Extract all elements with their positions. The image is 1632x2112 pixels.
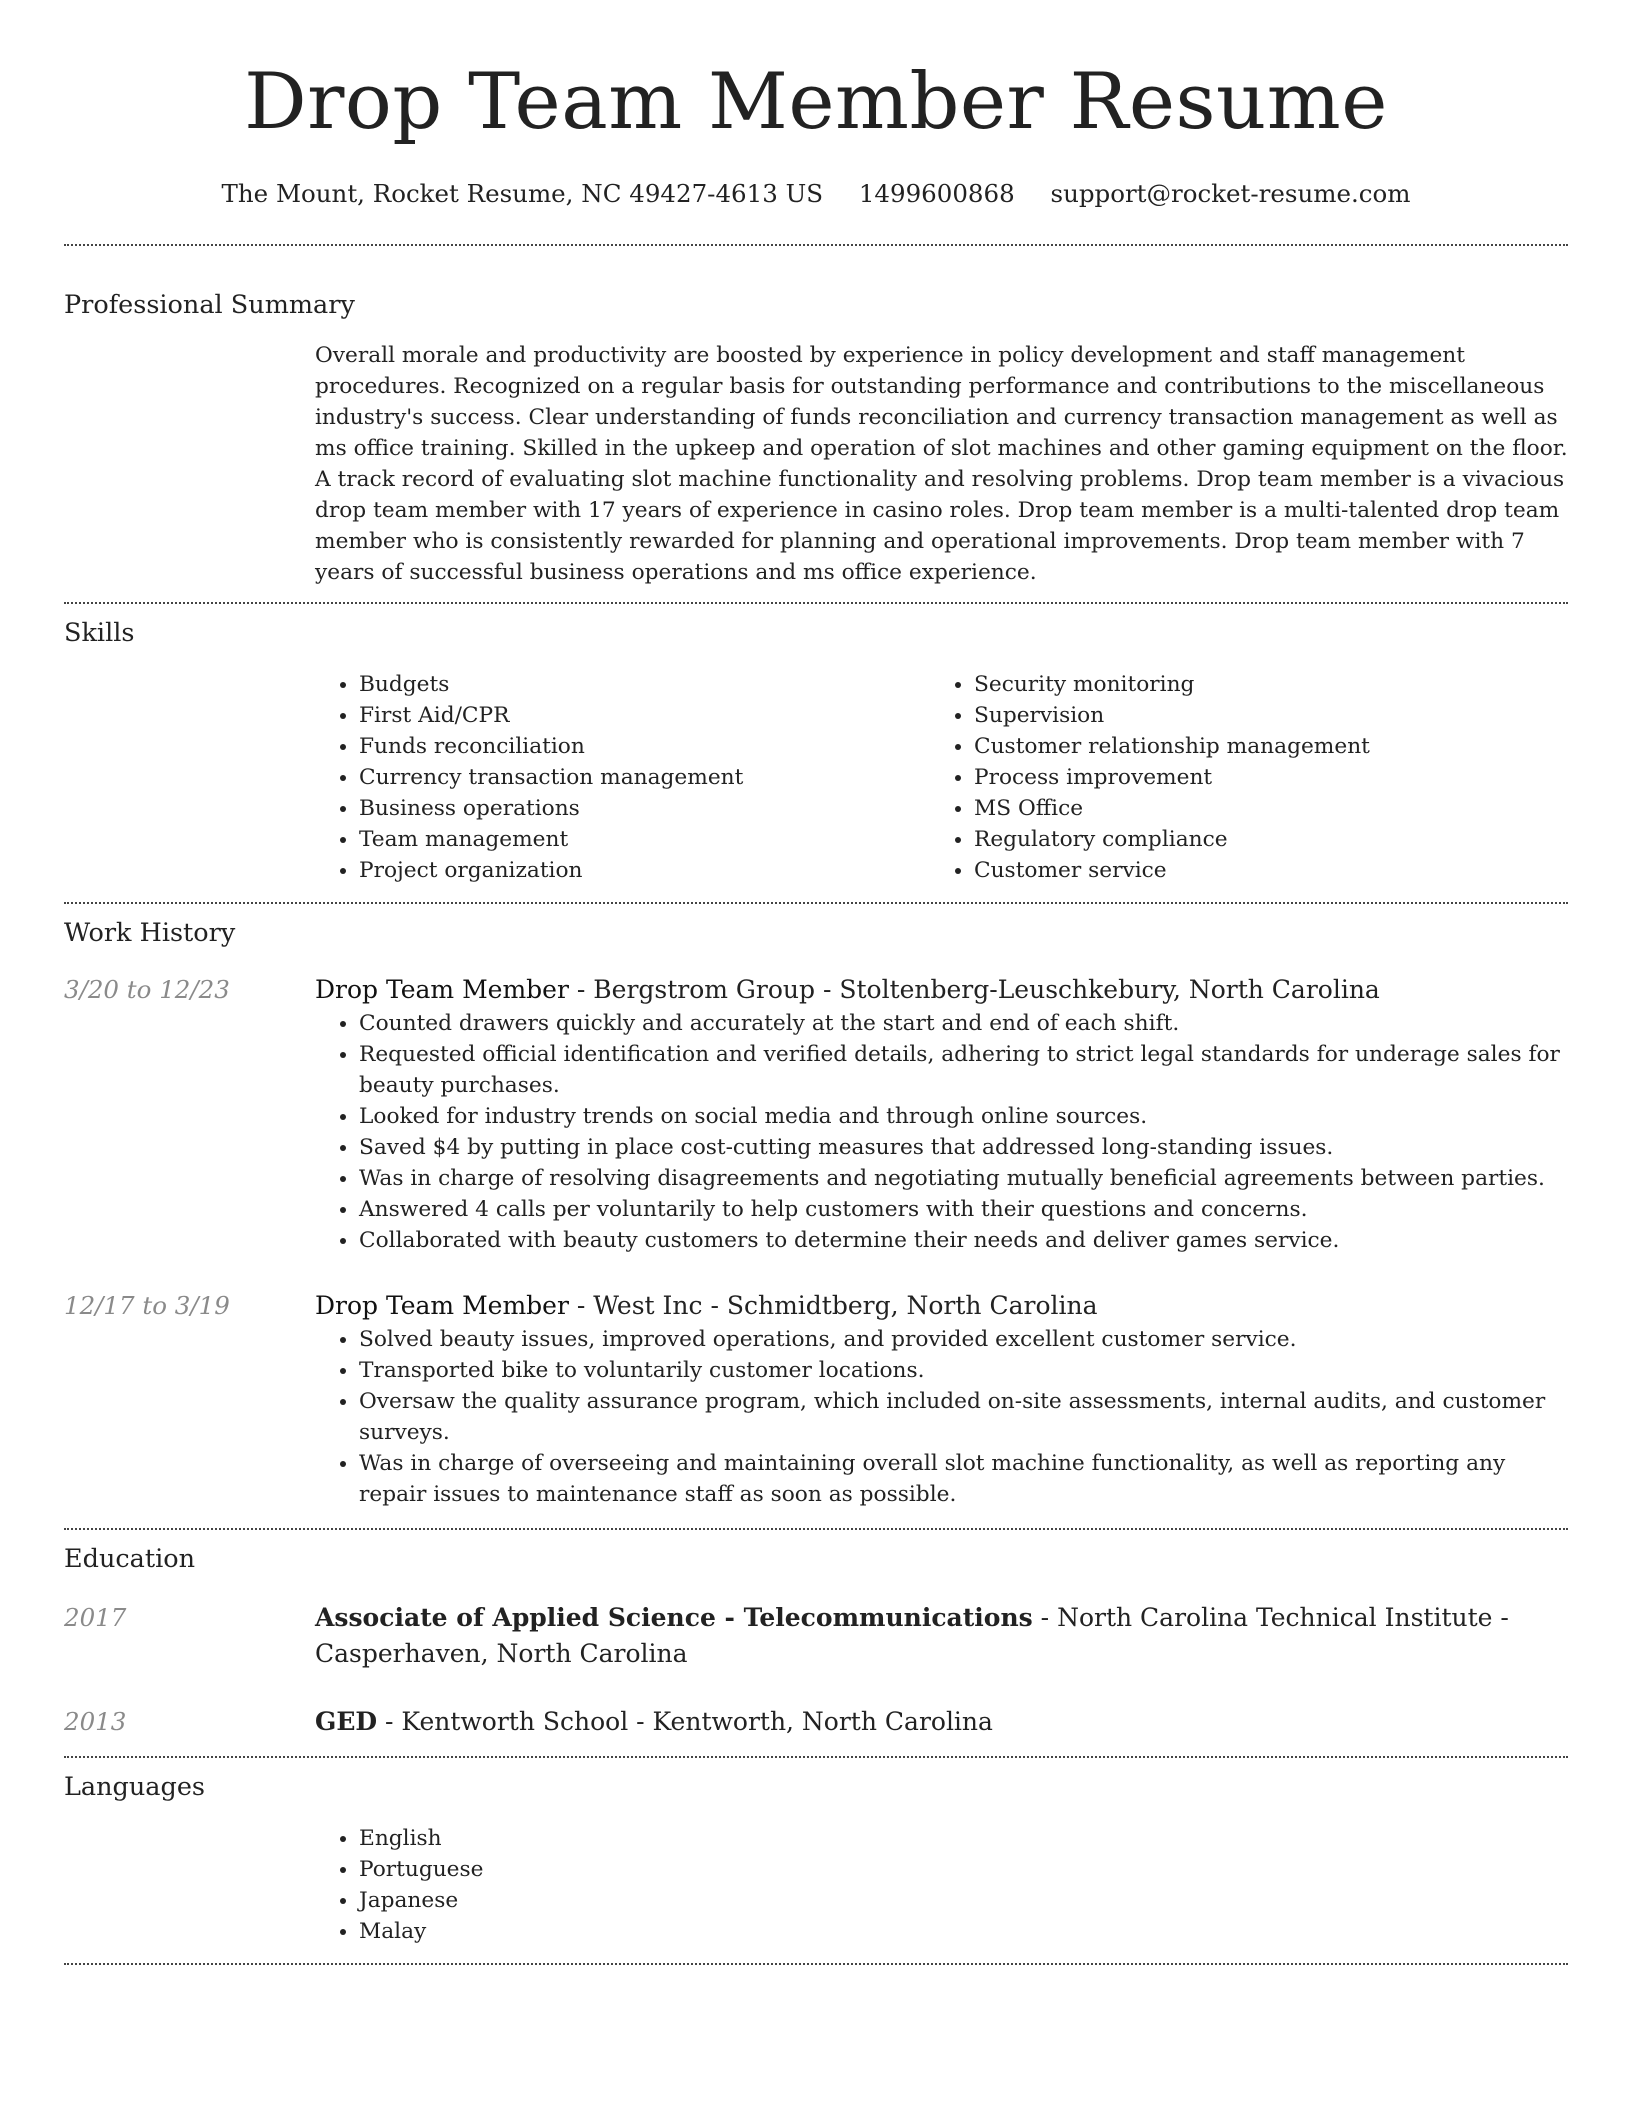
job-employer-location: - Bergstrom Group - Stoltenberg-Leuschkebury, North Carolina	[568, 975, 1380, 1004]
job-dates: 3/20 to 12/23	[64, 975, 230, 1004]
skill-item: • Security monitoring	[974, 669, 1545, 700]
education-title-line	[315, 1704, 1568, 1740]
job-bullet-list	[315, 1324, 1568, 1510]
job-role: Drop Team Member	[315, 1291, 569, 1320]
work-history-heading: Work History	[64, 918, 236, 948]
job-entry	[64, 972, 1568, 1256]
summary-section	[64, 288, 1568, 588]
languages-list	[315, 1823, 1568, 1947]
skill-item: • Process improvement	[974, 762, 1545, 793]
skill-item: • Team management	[359, 824, 930, 855]
section-divider	[64, 1528, 1568, 1530]
resume-header	[64, 56, 1568, 210]
job-employer-location: - West Inc - Schmidtberg, North Carolina	[568, 1291, 1098, 1320]
job-title-line	[315, 1288, 1568, 1324]
skill-item: • Business operations	[359, 793, 930, 824]
job-bullet: • Looked for industry trends on social media and through online sources.	[359, 1101, 1568, 1132]
section-divider	[64, 902, 1568, 904]
skill-item: • Funds reconciliation	[359, 731, 930, 762]
languages-list-wrap	[315, 1823, 1568, 1947]
job-bullet: • Was in charge of resolving disagreements and negotiating mutually beneficial agreements between parties.	[359, 1163, 1568, 1194]
contact-phone: 1499600868	[858, 179, 1015, 208]
summary-heading: Professional Summary	[64, 290, 355, 320]
education-degree: GED	[315, 1707, 378, 1736]
resume-name: Drop Team Member Resume	[244, 57, 1388, 147]
education-entry	[64, 1704, 1568, 1740]
language-item: • Japanese	[359, 1885, 1568, 1916]
education-title-line	[315, 1600, 1568, 1672]
job-bullet: • Requested official identification and verified details, adhering to strict legal standards for underage sales for beauty purchases.	[359, 1039, 1568, 1101]
skills-column-right	[930, 669, 1545, 886]
education-year: 2013	[64, 1707, 127, 1736]
job-role: Drop Team Member	[315, 975, 569, 1004]
skill-item: • MS Office	[974, 793, 1545, 824]
skill-item: • Project organization	[359, 855, 930, 886]
section-divider	[64, 1756, 1568, 1758]
contact-line	[64, 178, 1568, 210]
contact-address: The Mount, Rocket Resume, NC 49427-4613 US	[221, 179, 824, 208]
section-divider	[64, 1963, 1568, 1965]
job-details	[315, 1288, 1568, 1528]
job-bullet: • Solved beauty issues, improved operations, and provided excellent customer service.	[359, 1324, 1568, 1355]
job-title-line	[315, 972, 1568, 1008]
job-bullet: • Answered 4 calls per voluntarily to help customers with their questions and concerns.	[359, 1194, 1568, 1225]
job-details	[315, 972, 1568, 1256]
job-entry	[64, 1288, 1568, 1528]
skills-section	[64, 616, 1568, 886]
contact-email: support@rocket-resume.com	[1050, 179, 1411, 208]
education-section	[64, 1542, 1568, 1740]
languages-section	[64, 1770, 1568, 1947]
languages-heading: Languages	[64, 1772, 206, 1802]
skill-item: • Customer relationship management	[974, 731, 1545, 762]
section-divider	[64, 602, 1568, 604]
education-school-location: - North Carolina Technical Institute - Casperhaven, North Carolina	[315, 1603, 1509, 1668]
education-degree: Associate of Applied Science - Telecommunications	[315, 1603, 1033, 1632]
skill-item: • Currency transaction management	[359, 762, 930, 793]
work-history-section	[64, 916, 1568, 1528]
job-bullet: • Oversaw the quality assurance program, which included on-site assessments, internal audits, and customer surveys.	[359, 1386, 1568, 1448]
language-item: • English	[359, 1823, 1568, 1854]
job-dates: 12/17 to 3/19	[64, 1291, 230, 1320]
job-bullet: • Transported bike to voluntarily customer locations.	[359, 1355, 1568, 1386]
education-school-location: - Kentworth School - Kentworth, North Carolina	[377, 1707, 993, 1736]
section-divider	[64, 244, 1568, 246]
job-bullet: • Collaborated with beauty customers to determine their needs and deliver games service.	[359, 1225, 1568, 1256]
education-year: 2017	[64, 1603, 127, 1632]
language-item: • Portuguese	[359, 1854, 1568, 1885]
skill-item: • First Aid/CPR	[359, 700, 930, 731]
education-entry	[64, 1600, 1568, 1672]
skill-item: • Budgets	[359, 669, 930, 700]
job-bullet: • Counted drawers quickly and accurately at the start and end of each shift.	[359, 1008, 1568, 1039]
skill-item: • Customer service	[974, 855, 1545, 886]
language-item: • Malay	[359, 1916, 1568, 1947]
education-heading: Education	[64, 1544, 196, 1574]
job-bullet: • Was in charge of overseeing and maintaining overall slot machine functionality, as well as reporting any repair issues to maintenance staff as soon as possible.	[359, 1448, 1568, 1510]
job-bullet: • Saved $4 by putting in place cost-cutting measures that addressed long-standing issues.	[359, 1132, 1568, 1163]
job-bullet-list	[315, 1008, 1568, 1256]
summary-text: Overall morale and productivity are boosted by experience in policy development and staff management procedures. Recognized on a regular basis for outstanding performance and contributions to the miscellaneous industry's success. Clear understanding of funds reconciliation and currency transaction management as well as ms office training. Skilled in the upkeep and operation of slot machines and other gaming equipment on the floor. A track record of evaluating slot machine functionality and resolving problems. Drop team member is a vivacious drop team member with 17 years of experience in casino roles. Drop team member is a multi-talented drop team member who is consistently rewarded for planning and operational improvements. Drop team member with 7 years of successful business operations and ms office experience.	[315, 343, 1568, 585]
education-details	[315, 1704, 1568, 1740]
skills-heading: Skills	[64, 618, 135, 648]
skills-column-left	[315, 669, 930, 886]
education-details	[315, 1600, 1568, 1672]
skill-item: • Regulatory compliance	[974, 824, 1545, 855]
skill-item: • Supervision	[974, 700, 1545, 731]
skills-columns	[315, 669, 1568, 886]
